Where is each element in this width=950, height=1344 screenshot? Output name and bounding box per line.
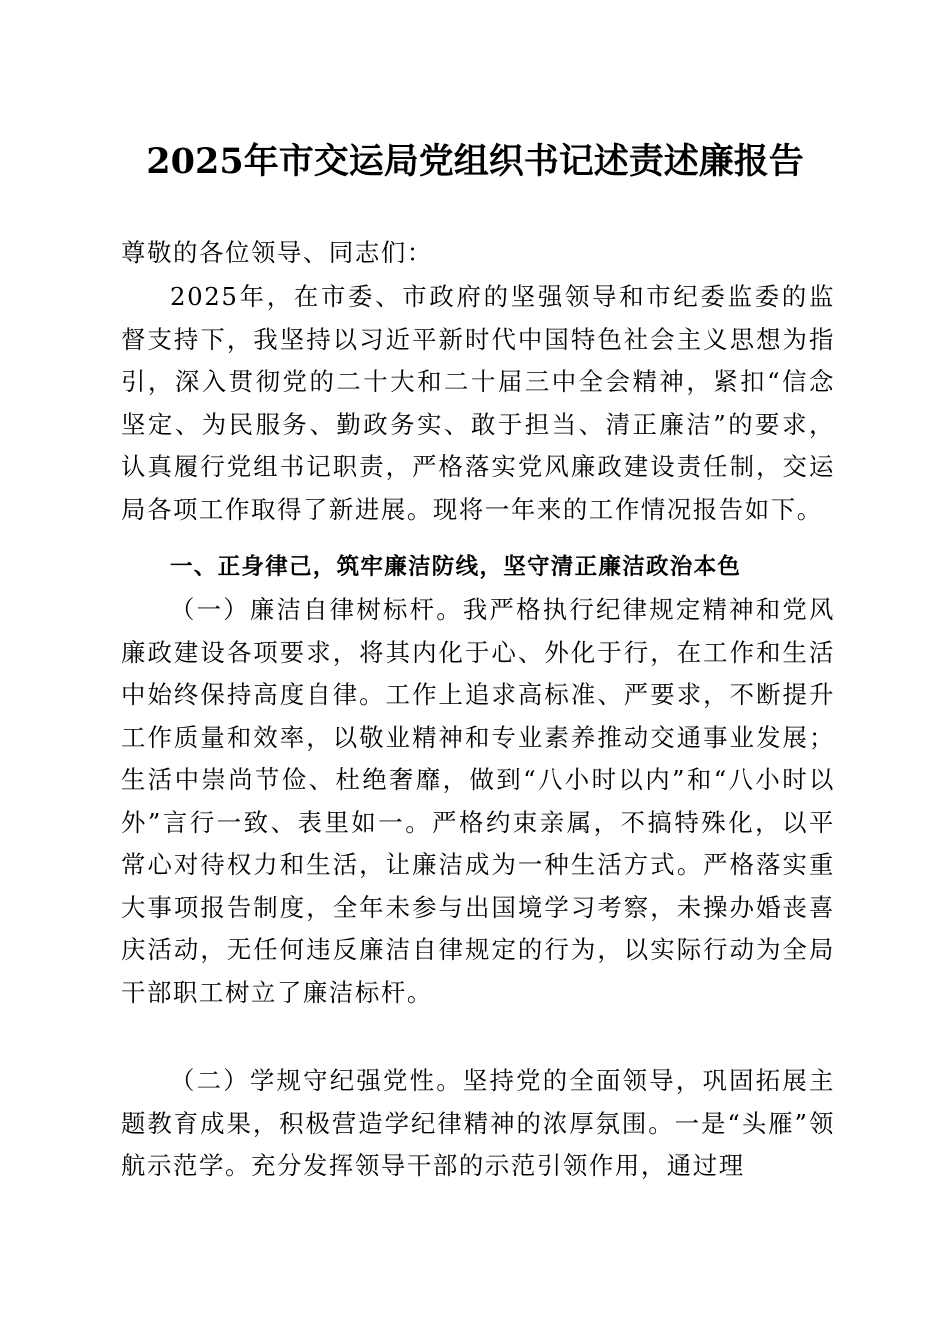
subsection-2-text: 坚持党的全面领导，巩固拓展主题教育成果，积极营造学纪律精神的浓厚氛围。一是“头雁”领航示范学。充分发挥领导干部的示范引领作用，通过理 <box>121 1066 835 1180</box>
subsection-2-heading: （二）学规守纪强党性。 <box>170 1066 463 1095</box>
subsection-1-paragraph <box>121 589 835 1014</box>
subsection-2-paragraph <box>121 1060 835 1188</box>
salutation: 尊敬的各位领导、同志们： <box>121 238 433 267</box>
subsection-1-heading: （一）廉洁自律树标杆。 <box>170 595 463 624</box>
document-title: 2025年市交运局党组织书记述责述廉报告 <box>146 141 804 182</box>
section-heading-1: 一、正身律己，筑牢廉洁防线，坚守清正廉洁政治本色 <box>170 554 742 580</box>
intro-paragraph: 2025年，在市委、市政府的坚强领导和市纪委监委的监督支持下，我坚持以习近平新时代中国特色社会主义思想为指引，深入贯彻党的二十大和二十届三中全会精神，紧扣“信念坚定、为民服务、勤政务实、敢于担当、清正廉洁”的要求，认真履行党组书记职责，严格落实党风廉政建设责任制，交运局各项工作取得了新进展。现将一年来的工作情况报告如下。 <box>121 282 835 524</box>
subsection-1-text: 我严格执行纪律规定精神和党风廉政建设各项要求，将其内化于心、外化于行，在工作和生活中始终保持高度自律。工作上追求高标准、严要求，不断提升工作质量和效率，以敬业精神和专业素养推动交通事业发展；生活中崇尚节俭、杜绝奢靡，做到“八小时以内”和“八小时以外”言行一致、表里如一。严格约束亲属，不搞特殊化，以平常心对待权力和生活，让廉洁成为一种生活方式。严格落实重大事项报告制度，全年未参与出国境学习考察，未操办婚丧喜庆活动，无任何违反廉洁自律规定的行为，以实际行动为全局干部职工树立了廉洁标杆。 <box>121 595 835 1007</box>
